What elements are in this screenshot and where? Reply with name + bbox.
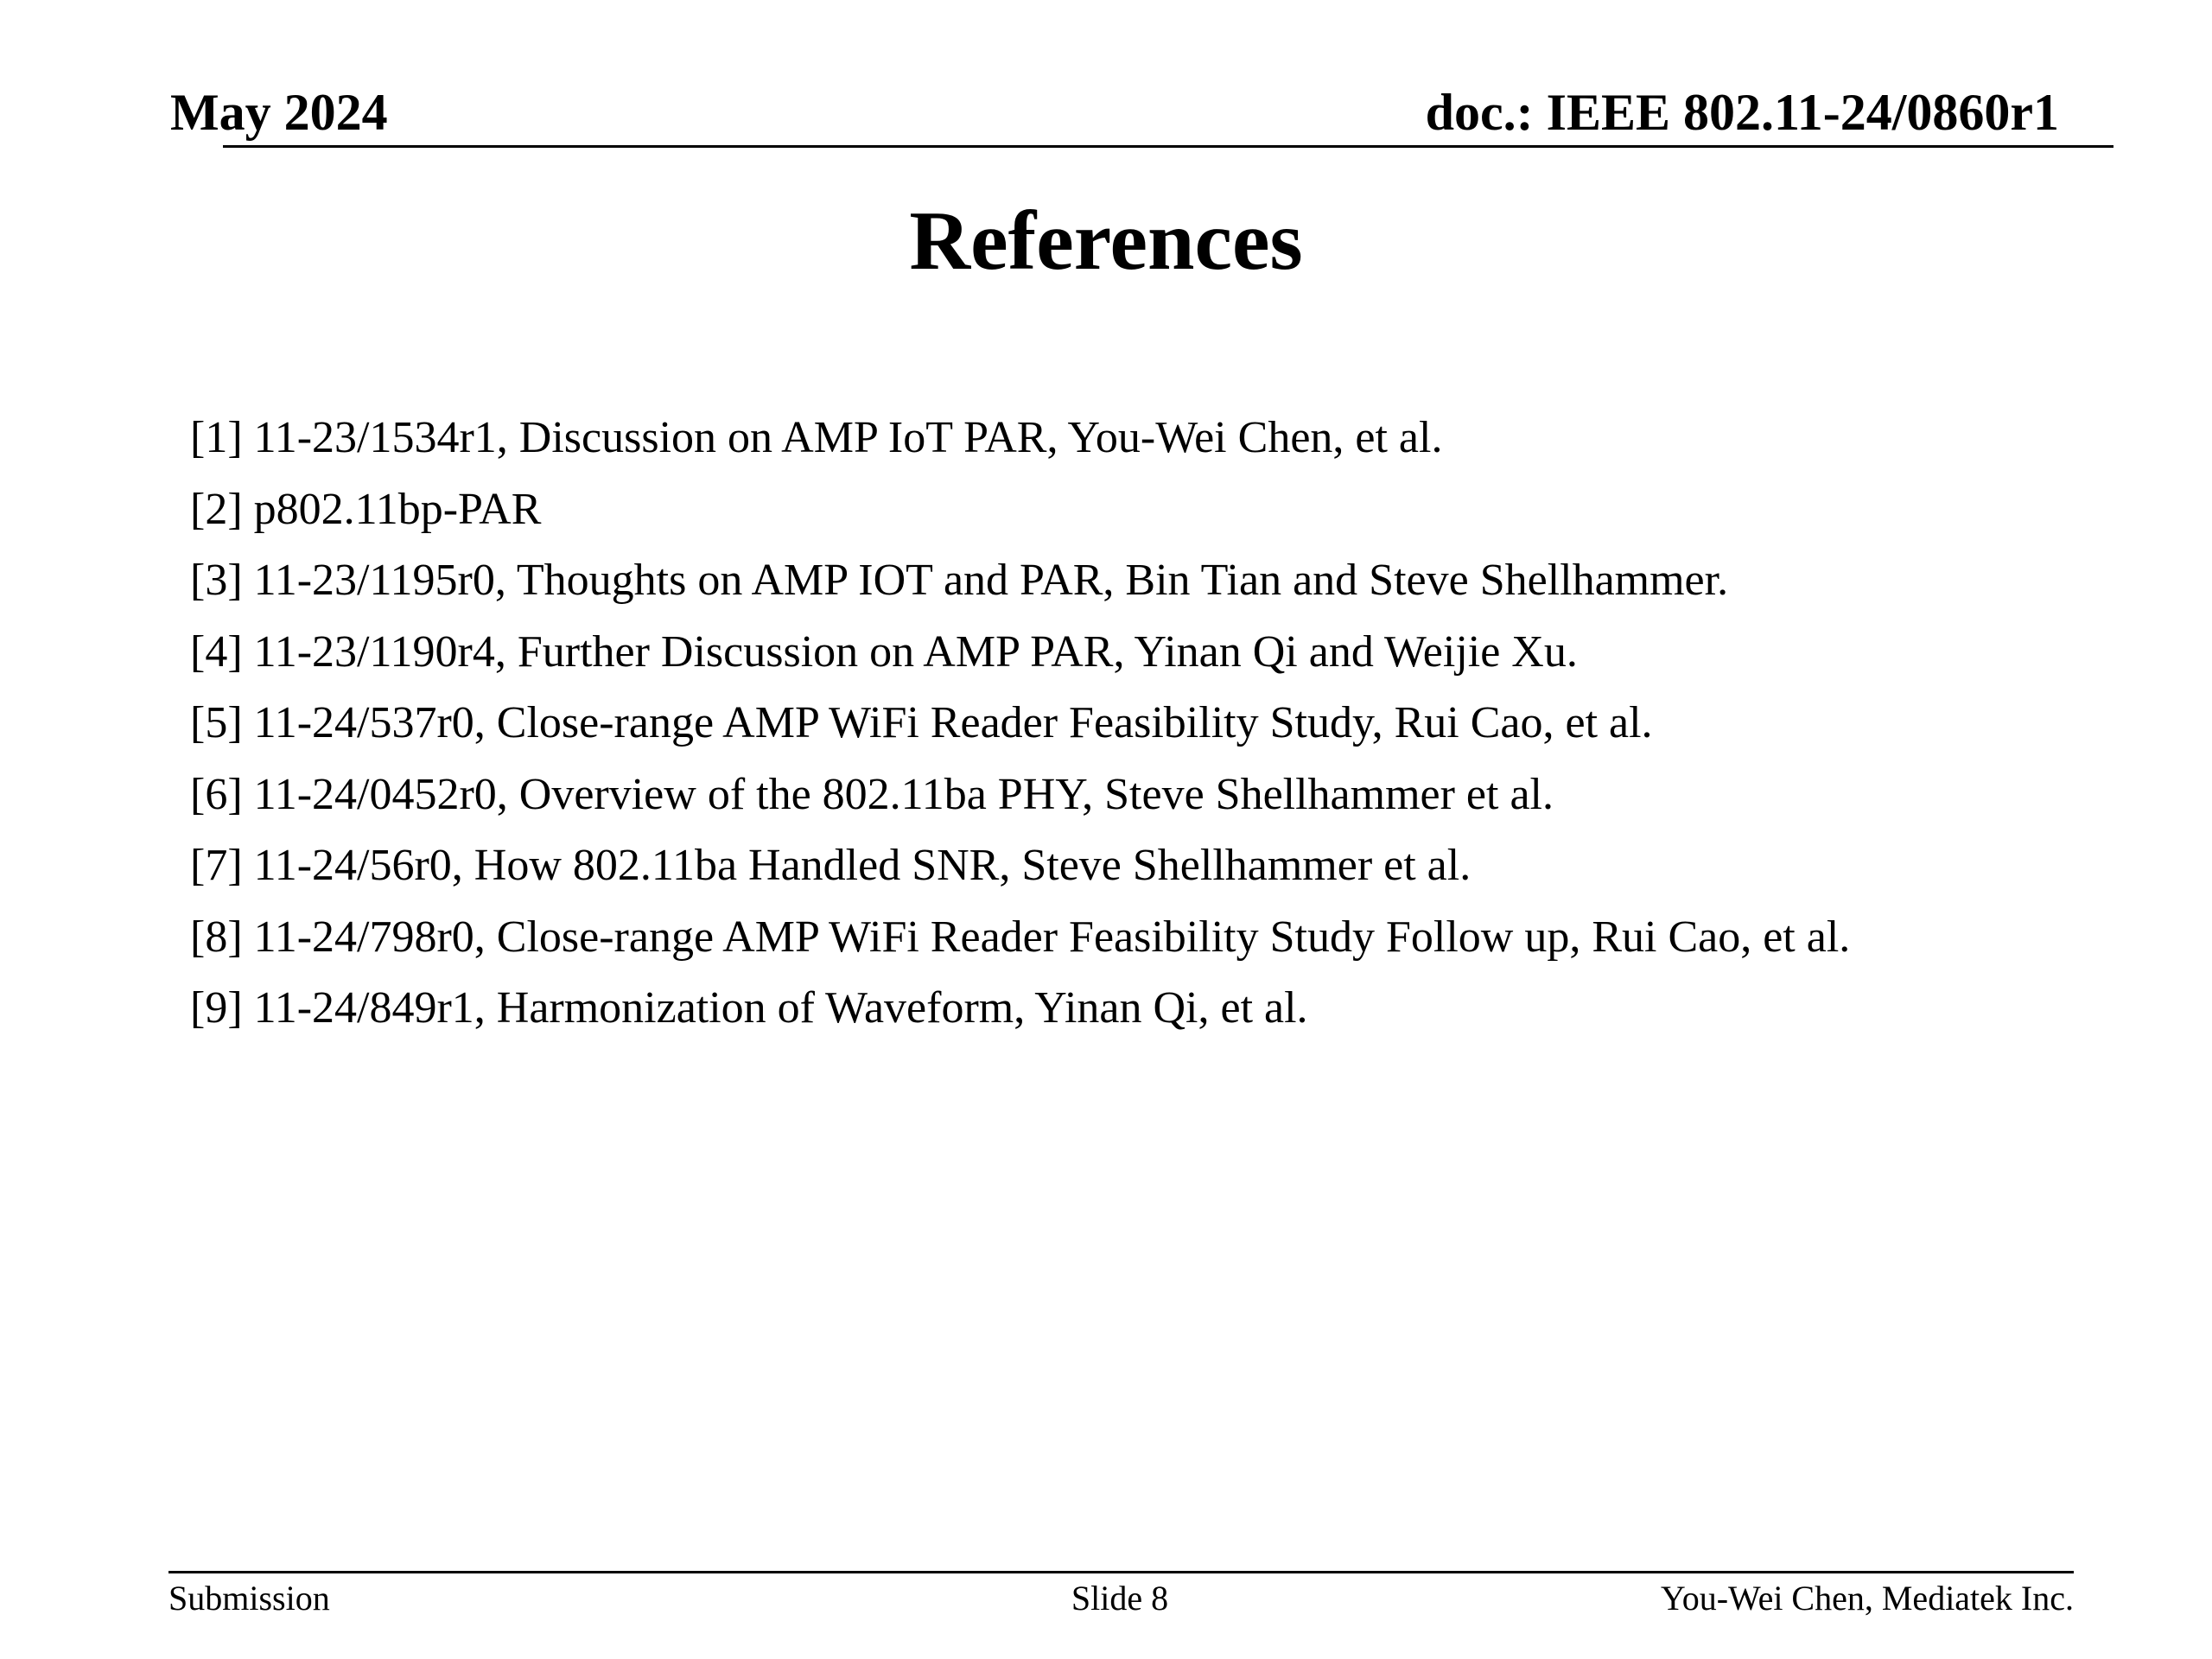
reference-item-5: [5] 11-24/537r0, Close-range AMP WiFi Reader Feasibility Study, Rui Cao, et al. bbox=[190, 698, 1653, 747]
footer-author: You-Wei Chen, Mediatek Inc. bbox=[1660, 1579, 2074, 1618]
slide-title: References bbox=[909, 194, 1303, 288]
reference-item-3: [3] 11-23/1195r0, Thoughts on AMP IOT and PAR, Bin Tian and Steve Shellhammer. bbox=[190, 556, 1729, 605]
header-divider bbox=[223, 145, 2113, 148]
header-date: May 2024 bbox=[170, 84, 388, 141]
reference-item-6: [6] 11-24/0452r0, Overview of the 802.11ba PHY, Steve Shellhammer et al. bbox=[190, 769, 1554, 819]
reference-item-4: [4] 11-23/1190r4, Further Discussion on AMP PAR, Yinan Qi and Weijie Xu. bbox=[190, 626, 1578, 677]
reference-item-7: [7] 11-24/56r0, How 802.11ba Handled SNR, Steve Shellhammer et al. bbox=[190, 841, 1471, 890]
reference-item-1: [1] 11-23/1534r1, Discussion on AMP IoT PAR, You-Wei Chen, et al. bbox=[190, 413, 1443, 462]
reference-list bbox=[190, 403, 1850, 1045]
reference-item-8: [8] 11-24/798r0, Close-range AMP WiFi Reader Feasibility Study Follow up, Rui Cao, et al. bbox=[190, 912, 1851, 962]
header-doc-id: doc.: IEEE 802.11-24/0860r1 bbox=[1425, 84, 2059, 141]
footer-divider bbox=[168, 1571, 2074, 1573]
reference-item-2: [2] p802.11bp-PAR bbox=[190, 484, 542, 534]
footer-slide-number: Slide 8 bbox=[1071, 1579, 1169, 1618]
footer-submission: Submission bbox=[168, 1579, 330, 1618]
reference-item-9: [9] 11-24/849r1, Harmonization of Waveform, Yinan Qi, et al. bbox=[190, 983, 1308, 1033]
